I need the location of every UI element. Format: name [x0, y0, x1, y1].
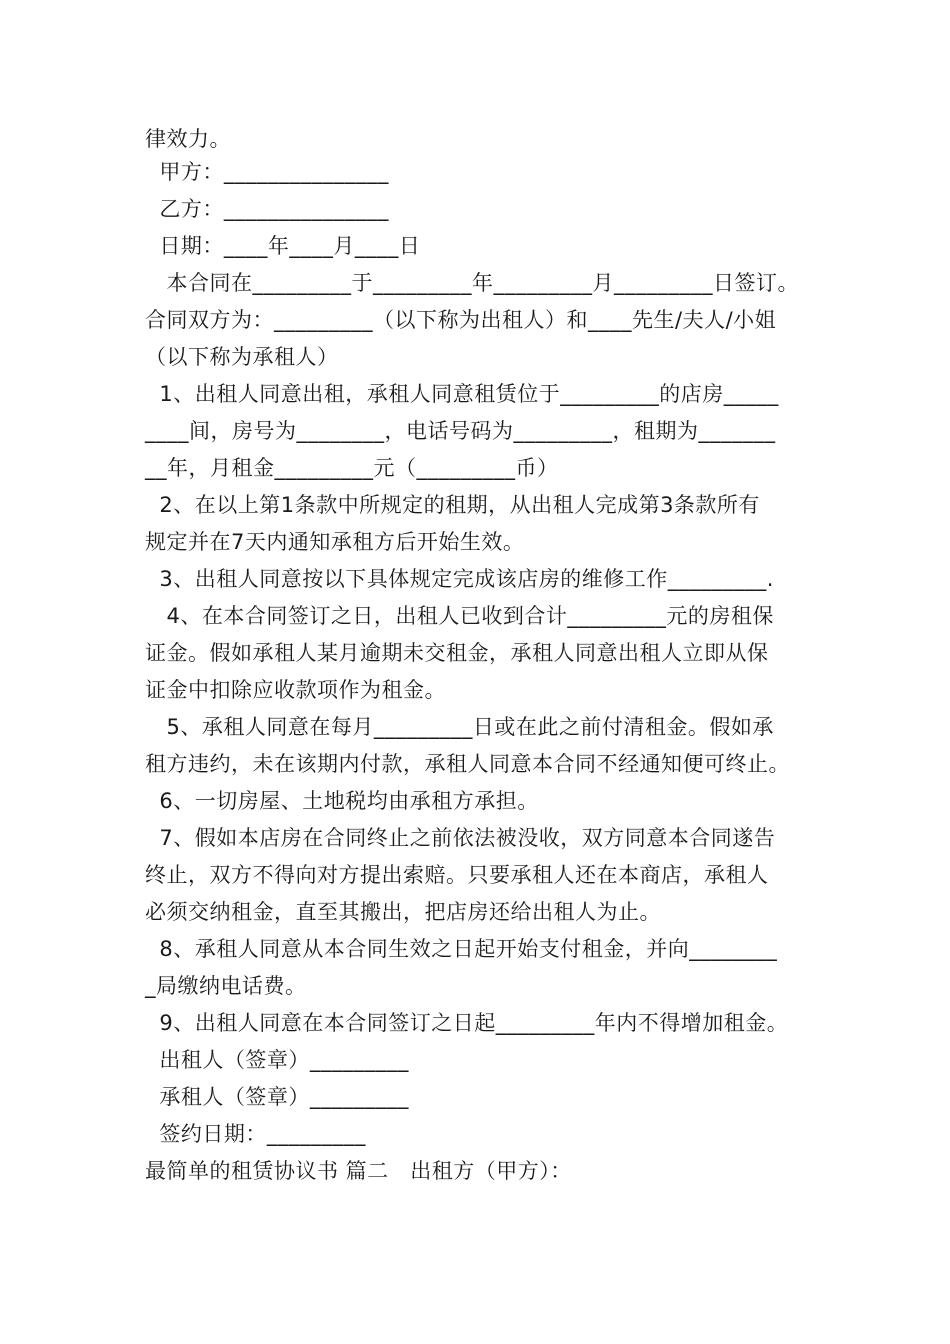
- clause-7: 必须交纳租金，直至其搬出，把店房还给出租人为止。: [145, 900, 661, 924]
- clause-6: 6、一切房屋、土地税均由承租方承担。: [145, 789, 539, 813]
- clause-2: 2、在以上第1条款中所规定的租期，从出租人完成第3条款所有: [145, 493, 760, 517]
- clause-4: 4、在本合同签订之日，出租人已收到合计_________元的房租保: [145, 604, 774, 628]
- signing-date-line: 签约日期：_________: [145, 1122, 366, 1146]
- lessor-signature-line: 出租人（签章）_________: [145, 1048, 409, 1072]
- clause-1: ____间，房号为________，电话号码为_________，租期为_______: [145, 419, 776, 443]
- clause-5: 5、承租人同意在每月_________日或在此之前付清租金。假如承: [145, 715, 774, 739]
- text-line: （以下称为承租人）: [145, 345, 339, 369]
- clause-1: 1、出租人同意出租，承租人同意租赁位于_________的店房_____: [145, 382, 779, 406]
- lessee-signature-line: 承租人（签章）_________: [145, 1085, 409, 1109]
- clause-9: 9、出租人同意在本合同签订之日起_________年内不得增加租金。: [145, 1011, 789, 1035]
- party-a-line: 甲方：_______________: [145, 160, 389, 184]
- section-heading: 最简单的租赁协议书 篇二 出租方（甲方）：: [145, 1159, 572, 1183]
- clause-7: 终止，双方不得向对方提出索赔。只要承租人还在本商店，承租人: [145, 863, 769, 887]
- clause-3: 3、出租人同意按以下具体规定完成该店房的维修工作_________.: [145, 567, 774, 591]
- date-line: 日期：____年____月____日: [145, 234, 421, 258]
- clause-7: 7、假如本店房在合同终止之前依法被没收，双方同意本合同遂告: [145, 826, 776, 850]
- clause-1: __年，月租金_________元（_________币）: [145, 456, 559, 480]
- clause-8: 8、承租人同意从本合同生效之日起开始支付租金，并向________: [145, 937, 778, 961]
- text-line: 合同双方为：_________（以下称为出租人）和____先生/夫人/小姐: [145, 308, 777, 332]
- party-b-line: 乙方：_______________: [145, 197, 389, 221]
- clause-4: 证金。假如承租人某月逾期未交租金，承租人同意出租人立即从保: [145, 641, 769, 665]
- text-line: 本合同在_________于_________年_________月_________日签订。: [145, 271, 800, 295]
- clause-4: 证金中扣除应收款项作为租金。: [145, 678, 446, 702]
- clause-5: 租方违约，未在该期内付款，承租人同意本合同不经通知便可终止。: [145, 752, 790, 776]
- clause-2: 规定并在7天内通知承租方后开始生效。: [145, 530, 525, 554]
- text-line: 律效力。: [145, 127, 231, 151]
- clause-8: _局缴纳电话费。: [145, 974, 307, 998]
